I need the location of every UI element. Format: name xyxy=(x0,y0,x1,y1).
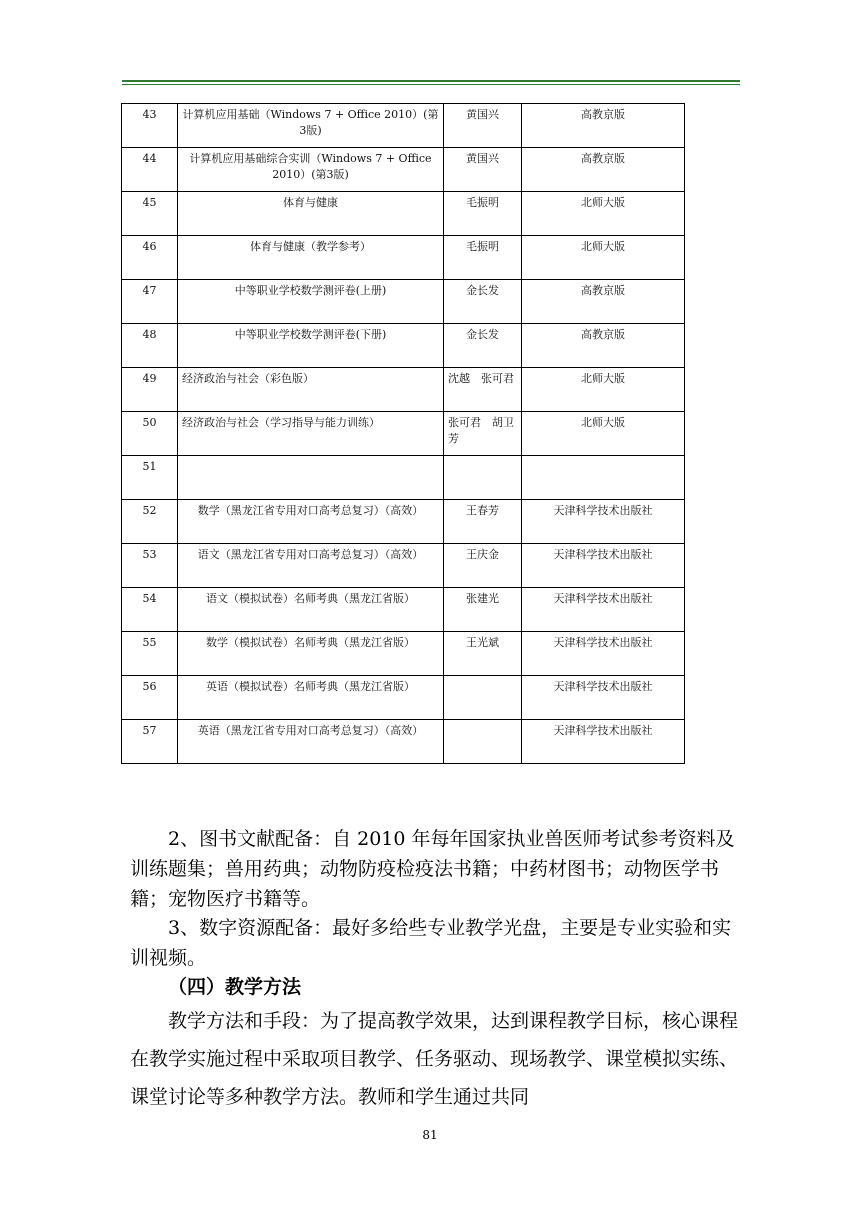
row-number-cell: 43 xyxy=(122,104,178,148)
row-number-cell: 57 xyxy=(122,720,178,764)
row-number-cell: 46 xyxy=(122,236,178,280)
book-publisher-cell: 天津科学技术出版社 xyxy=(522,500,685,544)
row-number-cell: 54 xyxy=(122,588,178,632)
row-number-cell: 44 xyxy=(122,148,178,192)
row-number-cell: 50 xyxy=(122,412,178,456)
book-author-cell: 黄国兴 xyxy=(444,104,522,148)
row-number-cell: 56 xyxy=(122,676,178,720)
book-author-cell xyxy=(444,720,522,764)
table-row xyxy=(122,456,685,500)
table-row xyxy=(122,676,685,720)
table-row xyxy=(122,588,685,632)
table-row xyxy=(122,368,685,412)
header-rule-thick xyxy=(122,80,740,82)
section-heading-teaching-methods: （四）教学方法 xyxy=(168,976,302,998)
book-author-cell: 王春芳 xyxy=(444,500,522,544)
book-publisher-cell: 北师大版 xyxy=(522,192,685,236)
row-number-cell: 48 xyxy=(122,324,178,368)
book-title-cell: 中等职业学校数学测评卷(下册) xyxy=(178,324,444,368)
book-title-cell xyxy=(178,456,444,500)
table-row xyxy=(122,720,685,764)
book-publisher-cell: 北师大版 xyxy=(522,412,685,456)
book-title-cell: 中等职业学校数学测评卷(上册) xyxy=(178,280,444,324)
book-author-cell: 毛振明 xyxy=(444,192,522,236)
book-publisher-cell: 天津科学技术出版社 xyxy=(522,632,685,676)
table-row xyxy=(122,500,685,544)
book-title-cell: 经济政治与社会（学习指导与能力训练） xyxy=(178,412,444,456)
textbook-table xyxy=(121,103,685,764)
book-publisher-cell: 高教京版 xyxy=(522,104,685,148)
book-title-cell: 经济政治与社会（彩色版） xyxy=(178,368,444,412)
book-author-cell xyxy=(444,456,522,500)
book-title-cell: 计算机应用基础综合实训（Windows 7 + Office 2010）(第3版) xyxy=(178,148,444,192)
table-row xyxy=(122,324,685,368)
book-publisher-cell: 高教京版 xyxy=(522,324,685,368)
book-publisher-cell xyxy=(522,456,685,500)
table-row xyxy=(122,148,685,192)
book-publisher-cell: 天津科学技术出版社 xyxy=(522,588,685,632)
row-number-cell: 53 xyxy=(122,544,178,588)
table-row xyxy=(122,632,685,676)
book-author-cell: 张建光 xyxy=(444,588,522,632)
book-title-cell: 体育与健康 xyxy=(178,192,444,236)
book-publisher-cell: 高教京版 xyxy=(522,280,685,324)
book-publisher-cell: 天津科学技术出版社 xyxy=(522,676,685,720)
book-author-cell: 张可君 胡卫芳 xyxy=(444,412,522,456)
book-title-cell: 语文（黑龙江省专用对口高考总复习）（高效） xyxy=(178,544,444,588)
book-title-cell: 体育与健康（教学参考） xyxy=(178,236,444,280)
textbook-table-body xyxy=(122,104,685,764)
row-number-cell: 49 xyxy=(122,368,178,412)
table-row xyxy=(122,192,685,236)
book-author-cell: 金长发 xyxy=(444,324,522,368)
book-title-cell: 语文（模拟试卷）名师考典（黑龙江省版） xyxy=(178,588,444,632)
book-author-cell xyxy=(444,676,522,720)
row-number-cell: 52 xyxy=(122,500,178,544)
book-title-cell: 英语（黑龙江省专用对口高考总复习）（高效） xyxy=(178,720,444,764)
paragraph-digital-resources: 3、数字资源配备：最好多给些专业教学光盘，主要是专业实验和实训视频。 xyxy=(130,917,732,969)
book-title-cell: 计算机应用基础（Windows 7 + Office 2010）(第3版) xyxy=(178,104,444,148)
table-row xyxy=(122,104,685,148)
book-author-cell: 毛振明 xyxy=(444,236,522,280)
book-title-cell: 英语（模拟试卷）名师考典（黑龙江省版） xyxy=(178,676,444,720)
book-publisher-cell: 天津科学技术出版社 xyxy=(522,720,685,764)
book-title-cell: 数学（黑龙江省专用对口高考总复习）（高效） xyxy=(178,500,444,544)
book-author-cell: 黄国兴 xyxy=(444,148,522,192)
table-row xyxy=(122,236,685,280)
book-author-cell: 王庆金 xyxy=(444,544,522,588)
header-rule xyxy=(122,80,740,86)
page-number: 81 xyxy=(422,1128,438,1142)
book-publisher-cell: 北师大版 xyxy=(522,368,685,412)
book-author-cell: 金长发 xyxy=(444,280,522,324)
table-row xyxy=(122,544,685,588)
book-title-cell: 数学（模拟试卷）名师考典（黑龙江省版） xyxy=(178,632,444,676)
book-author-cell: 王光斌 xyxy=(444,632,522,676)
header-rule-thin xyxy=(122,84,740,85)
table-row xyxy=(122,280,685,324)
paragraph-teaching-methods: 教学方法和手段：为了提高教学效果，达到课程教学目标，核心课程在教学实施过程中采取项目教学、任务驱动、现场教学、课堂模拟实练、课堂讨论等多种教学方法。教师和学生通过共同 xyxy=(130,1010,739,1108)
paragraph-literature: 2、图书文献配备：自 2010 年每年国家执业兽医师考试参考资料及训练题集；兽用药典；动物防疫检疫法书籍；中药材图书；动物医学书籍；宠物医疗书籍等。 xyxy=(130,828,735,910)
book-publisher-cell: 天津科学技术出版社 xyxy=(522,544,685,588)
row-number-cell: 47 xyxy=(122,280,178,324)
row-number-cell: 51 xyxy=(122,456,178,500)
book-author-cell: 沈越 张可君 xyxy=(444,368,522,412)
row-number-cell: 55 xyxy=(122,632,178,676)
book-publisher-cell: 北师大版 xyxy=(522,236,685,280)
row-number-cell: 45 xyxy=(122,192,178,236)
table-row xyxy=(122,412,685,456)
book-publisher-cell: 高教京版 xyxy=(522,148,685,192)
